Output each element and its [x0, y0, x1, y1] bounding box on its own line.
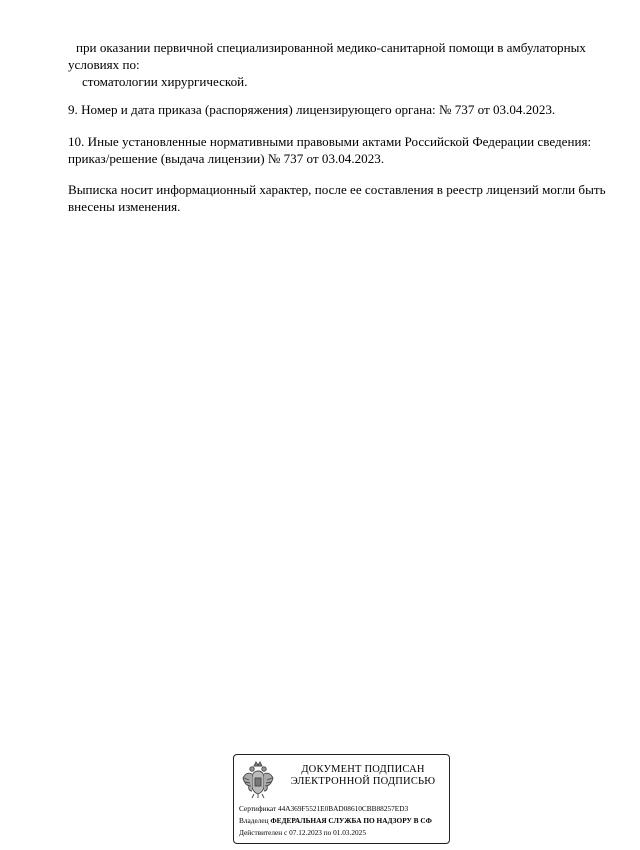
disclaimer-note: [68, 181, 613, 215]
owner-name: ФЕДЕРАЛЬНАЯ СЛУЖБА ПО НАДЗОРУ В СФ: [270, 816, 432, 825]
text-line: Выписка носит информационный характер, после ее составления в реестр лицензий могли быть: [68, 182, 606, 197]
text-line: приказ/решение (выдача лицензии) № 737 от 03.04.2023.: [68, 151, 385, 166]
coat-of-arms-emblem-icon: [240, 760, 276, 800]
owner-line: [239, 815, 432, 827]
certificate-line: Сертификат 44A369F5521E0BAD08610CBB88257ED3: [239, 804, 409, 813]
stamp-title-line: ДОКУМЕНТ ПОДПИСАН: [301, 764, 425, 775]
text-line: при оказании первичной специализированной медико-санитарной помощи в амбулаторных: [76, 40, 586, 55]
other-info-item: [68, 133, 613, 167]
validity-line: Действителен с 07.12.2023 по 01.03.2025: [239, 828, 366, 837]
stamp-title-line: ЭЛЕКТРОННОЙ ПОДПИСЬЮ: [290, 776, 436, 787]
text-line: условиях по:: [68, 57, 140, 72]
license-services-block: [68, 39, 613, 90]
order-number-item: [68, 101, 613, 118]
text-line: внесены изменения.: [68, 199, 181, 214]
text-line: стоматологии хирургической.: [82, 74, 248, 89]
text-line: 10. Иные установленные нормативными правовыми актами Российской Федерации сведения:: [68, 134, 592, 149]
stamp-title: [278, 764, 448, 788]
electronic-signature-stamp: [233, 754, 450, 844]
text-line: 9. Номер и дата приказа (распоряжения) лицензирующего органа: № 737 от 03.04.2023.: [68, 102, 556, 117]
stamp-details: [239, 803, 432, 839]
owner-label: Владелец: [239, 816, 269, 825]
